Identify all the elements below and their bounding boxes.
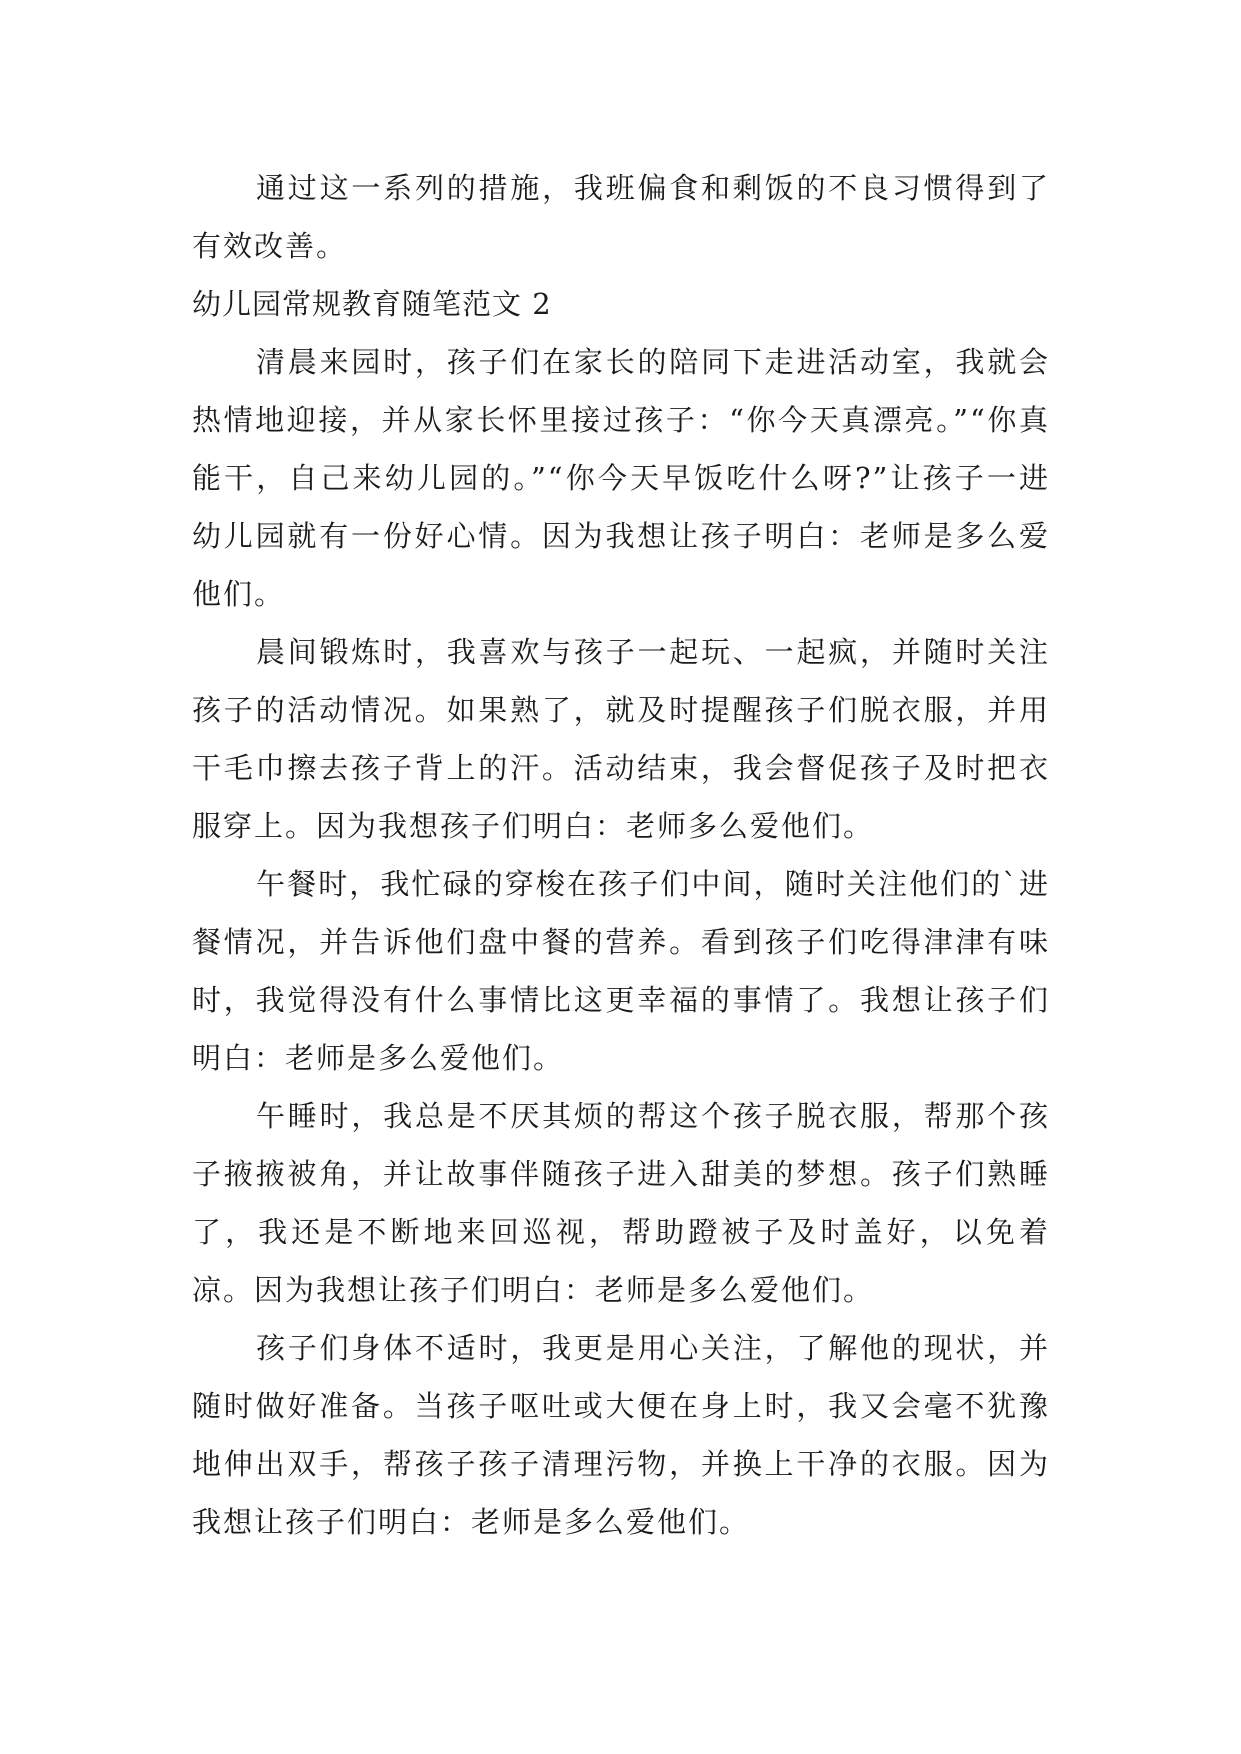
section-heading: 幼儿园常规教育随笔范文 2 — [192, 287, 552, 321]
paragraph-illness: 孩子们身体不适时，我更是用心关注，了解他的现状，并随时做好准备。当孩子呕吐或大便在身上时，我又会毫不犹豫地伸出双手，帮孩子孩子清理污物，并换上干净的衣服。因为我想让孩子们明白：老师是多么爱他们。 — [192, 1331, 1050, 1539]
paragraph-morning-exercise: 晨间锻炼时，我喜欢与孩子一起玩、一起疯，并随时关注孩子的活动情况。如果熟了，就及时提醒孩子们脱衣服，并用干毛巾擦去孩子背上的汗。活动结束，我会督促孩子及时把衣服穿上。因为我想孩子们明白：老师多么爱他们。 — [192, 635, 1050, 843]
document-body — [192, 159, 1050, 1551]
paragraph-nap: 午睡时，我总是不厌其烦的帮这个孩子脱衣服，帮那个孩子掖掖被角，并让故事伴随孩子进入甜美的梦想。孩子们熟睡了，我还是不断地来回巡视，帮助蹬被子及时盖好，以免着凉。因为我想让孩子们明白：老师是多么爱他们。 — [192, 1099, 1050, 1307]
paragraph-morning-arrival: 清晨来园时，孩子们在家长的陪同下走进活动室，我就会热情地迎接，并从家长怀里接过孩子：“你今天真漂亮。”“你真能干，自己来幼儿园的。”“你今天早饭吃什么呀?”让孩子一进幼儿园就有一份好心情。因为我想让孩子明白：老师是多么爱他们。 — [192, 345, 1050, 611]
intro-paragraph: 通过这一系列的措施，我班偏食和剩饭的不良习惯得到了有效改善。 — [192, 171, 1050, 263]
paragraph-lunch: 午餐时，我忙碌的穿梭在孩子们中间，随时关注他们的`进餐情况，并告诉他们盘中餐的营养。看到孩子们吃得津津有味时，我觉得没有什么事情比这更幸福的事情了。我想让孩子们明白：老师是多么爱他们。 — [192, 867, 1050, 1075]
